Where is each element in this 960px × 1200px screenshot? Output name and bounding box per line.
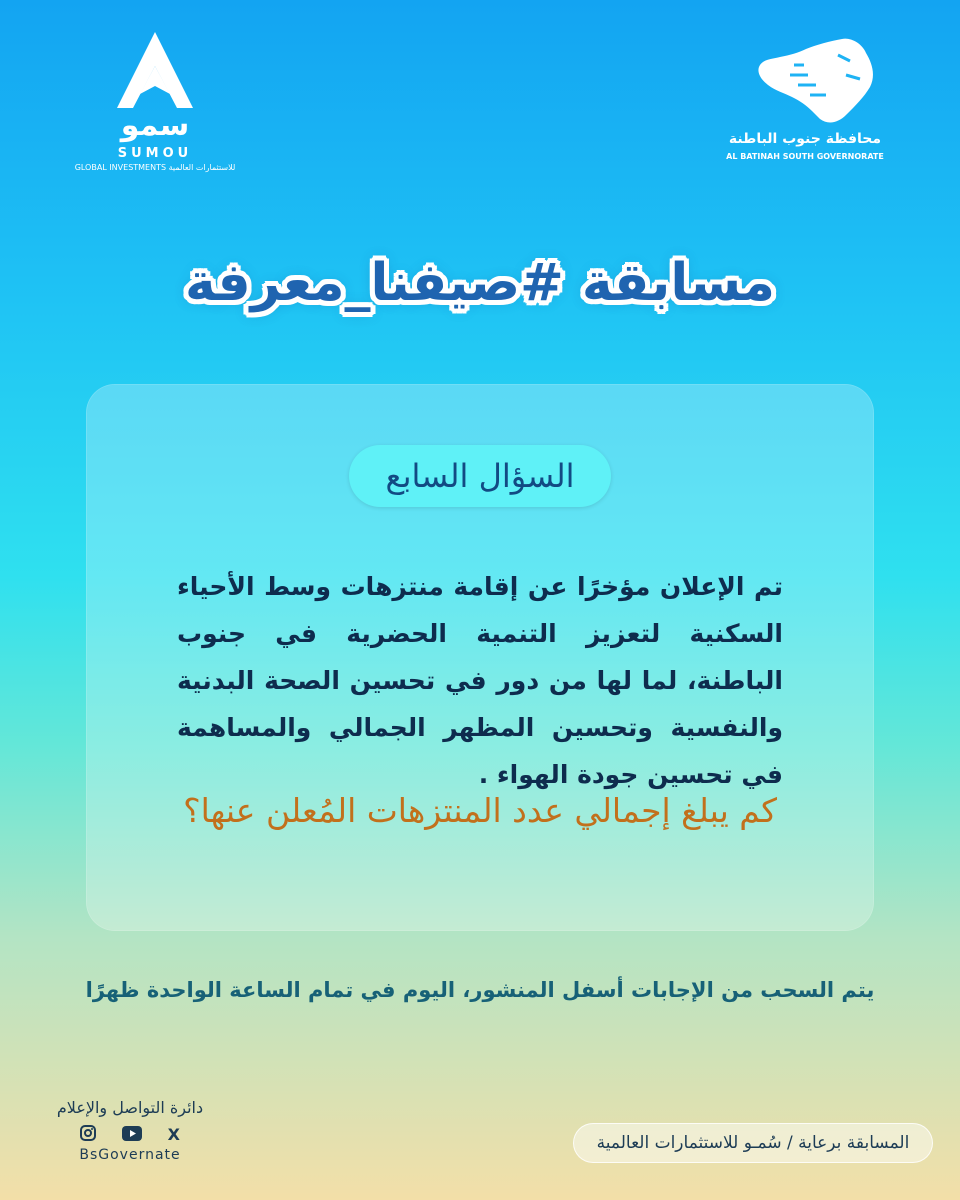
social-icons: [80, 1125, 180, 1145]
sumou-logo: [40, 30, 270, 180]
sumou-latin-wordmark: SUMOU: [117, 146, 193, 161]
instagram-icon[interactable]: [80, 1125, 96, 1145]
question-prompt: كم يبلغ إجمالي عدد المنتزهات المُعلن عنها؟: [183, 791, 777, 830]
sumou-tagline: GLOBAL INVESTMENTS للاستثمارات العالمية: [74, 163, 236, 172]
social-handle[interactable]: BsGovernate: [79, 1147, 181, 1163]
question-number-label: السؤال السابع: [385, 457, 575, 495]
mountain-logo-icon: [115, 30, 195, 110]
governorate-name-arabic: محافظة جنوب الباطنة: [728, 131, 882, 147]
governorate-logo: [690, 35, 920, 175]
governorate-map-icon: [750, 35, 880, 127]
draw-note: يتم السحب من الإجابات أسفل المنشور، اليوم في تمام الساعة الواحدة ظهرًا: [85, 978, 875, 1002]
question-number-badge: [349, 445, 611, 507]
sponsor-badge: [573, 1123, 933, 1163]
media-department-block: [40, 1098, 220, 1168]
sponsor-text: المسابقة برعاية / سُمـو للاستثمارات العالمية: [596, 1133, 910, 1153]
media-department-title: دائرة التواصل والإعلام: [56, 1098, 204, 1117]
youtube-icon[interactable]: [122, 1126, 142, 1145]
x-icon[interactable]: X: [167, 1125, 180, 1144]
contest-title: مسابقة #صيفنا_معرفة: [185, 253, 775, 313]
question-card: [87, 385, 873, 930]
sumou-arabic-wordmark: سمو: [120, 108, 190, 143]
question-body-text: تم الإعلان مؤخرًا عن إقامة منتزهات وسط الأحياء السكنية لتعزيز التنمية الحضرية في جنوب الباطنة، لما لها من دور في تحسين الصحة البدنية والنفسية وتحسين المظهر الجمالي والمساهمة في تحسين جودة الهواء .: [177, 572, 783, 789]
governorate-name-english: AL BATINAH SOUTH GOVERNORATE: [726, 152, 884, 161]
